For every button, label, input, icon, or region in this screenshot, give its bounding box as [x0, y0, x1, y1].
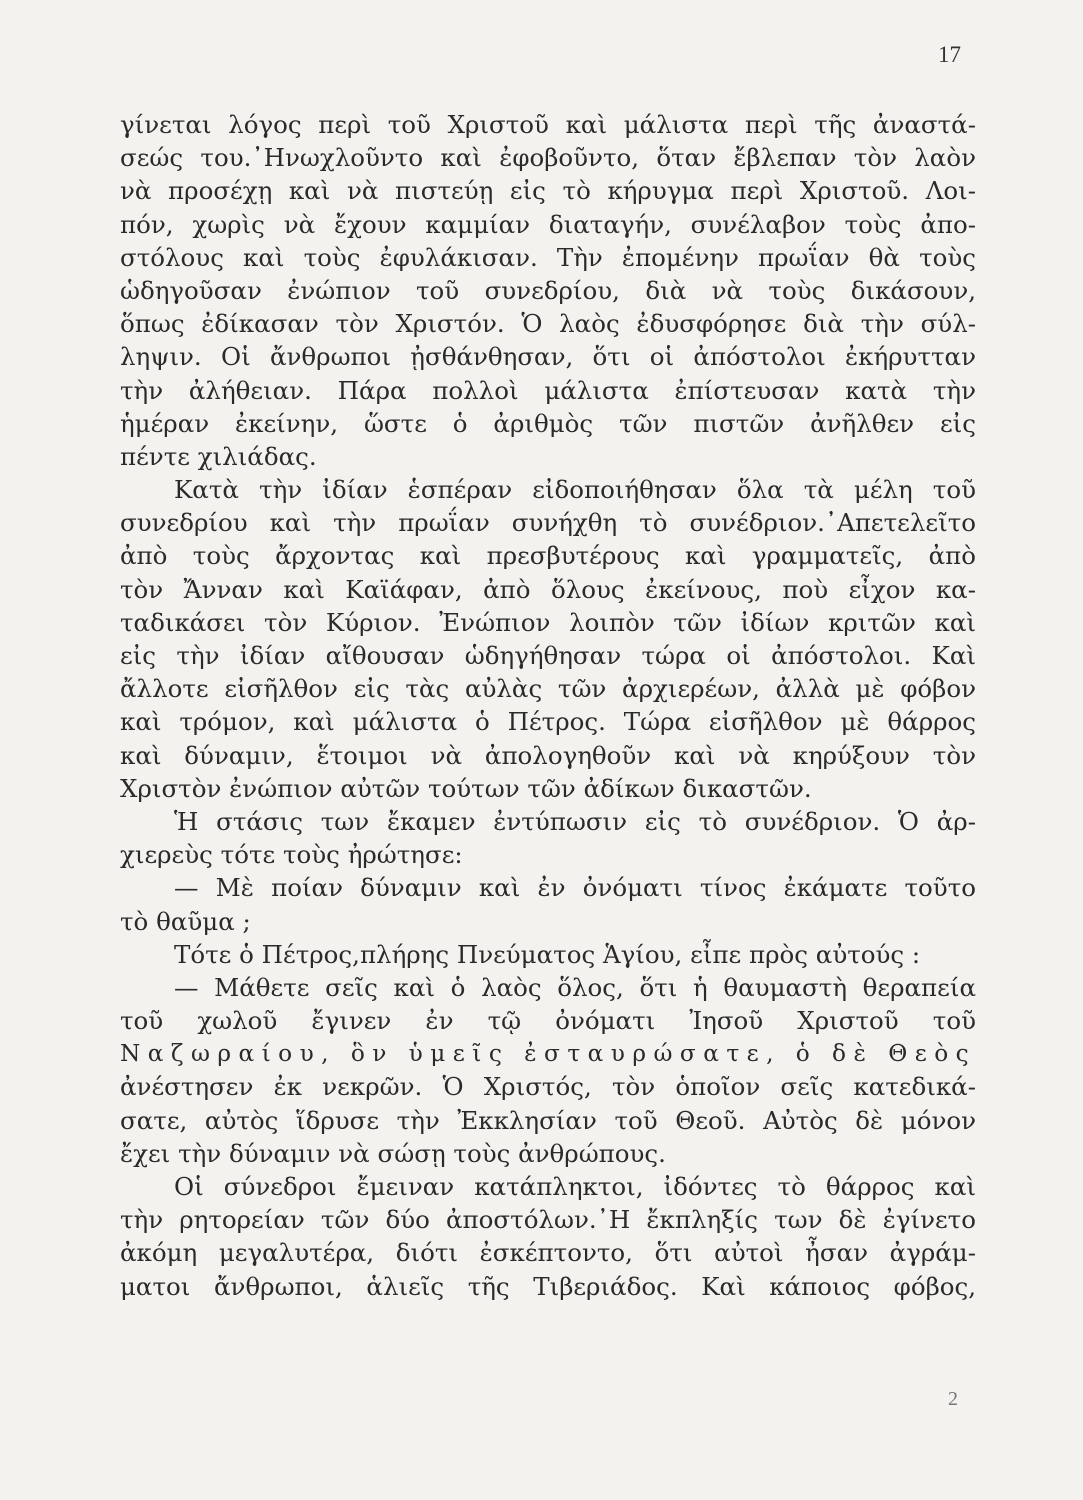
- text-line: τὴν ρητορείαν τῶν δύο ἀποστόλων.᾿Η ἔκπληξίς των δὲ ἐγίνετο: [120, 1205, 976, 1235]
- text-line: ἔχει τὴν δύναμιν νὰ σώσῃ τοὺς ἀνθρώπους.: [120, 1138, 666, 1168]
- text-line: ματοι ἄνθρωποι, ἁλιεῖς τῆς Τιβεριάδος. Καὶ κάποιος φόβος,: [120, 1271, 976, 1301]
- paragraph-start-line: Ἡ στάσις των ἔκαμεν ἐντύπωσιν εἰς τὸ συνέδριον. Ὁ ἀρ-: [174, 806, 976, 836]
- text-line: ἀκόμη μεγαλυτέρα, διότι ἐσκέπτοντο, ὅτι αὐτοὶ ἦσαν ἀγράμ-: [120, 1238, 976, 1268]
- spaced-emphasis-line: τοῦ χωλοῦ ἔγινεν ἐν τῷ ὀνόματι Ἰησοῦ Χριστοῦ τοῦ: [120, 1006, 976, 1036]
- text-line: ἀνέστησεν ἐκ νεκρῶν. Ὁ Χριστός, τὸν ὁποῖον σεῖς κατεδικά-: [120, 1072, 976, 1102]
- text-line: στόλους καὶ τοὺς ἐφυλάκισαν. Τὴν ἐπομένην πρωΐαν θὰ τοὺς: [120, 242, 976, 272]
- body-text: [120, 108, 976, 1303]
- text-line: συνεδρίου καὶ τὴν πρωΐαν συνήχθη τὸ συνέδριον.᾿Απετελεῖτο: [120, 508, 976, 538]
- text-line: εἰς τὴν ἰδίαν αἴθουσαν ὡδηγήθησαν τώρα οἱ ἀπόστολοι. Καὶ: [120, 641, 976, 670]
- text-line: ὡδηγοῦσαν ἐνώπιον τοῦ συνεδρίου, διὰ νὰ τοὺς δικάσουν,: [120, 275, 976, 305]
- text-line: καὶ τρόμον, καὶ μάλιστα ὁ Πέτρος. Τώρα εἰσῆλθον μὲ θάρρος: [120, 707, 976, 737]
- text-line: τὴν ἀλήθειαν. Πάρα πολλοὶ μάλιστα ἐπίστευσαν κατὰ τὴν: [120, 375, 976, 405]
- text-line: ὅπως ἐδίκασαν τὸν Χριστόν. Ὁ λαὸς ἐδυσφόρησε διὰ τὴν σύλ-: [120, 309, 976, 339]
- text-line: χιερεὺς τότε τοὺς ἠρώτησε:: [120, 840, 463, 870]
- text-line: σατε, αὐτὸς ἵδρυσε τὴν Ἐκκλησίαν τοῦ Θεοῦ. Αὐτὸς δὲ μόνον: [120, 1105, 976, 1135]
- dialogue-line: — Μὲ ποίαν δύναμιν καὶ ἐν ὀνόματι τίνος ἐκάματε τοῦτο: [174, 873, 976, 903]
- spaced-emphasis-line: Ναζωραίου, ὃν ὑμεῖς ἐσταυρώσατε, ὁ δὲ Θεὸς: [120, 1040, 977, 1068]
- paragraph-start-line: Οἱ σύνεδροι ἔμειναν κατάπληκτοι, ἰδόντες τὸ θάρρος καὶ: [174, 1172, 976, 1201]
- signature-mark: 2: [948, 1388, 958, 1410]
- text-line: τὸ θαῦμα ;: [120, 906, 251, 936]
- text-line: καὶ δύναμιν, ἕτοιμοι νὰ ἀπολογηθοῦν καὶ νὰ κηρύξουν τὸν: [120, 740, 976, 770]
- text-line: ταδικάσει τὸν Κύριον. Ἐνώπιον λοιπὸν τῶν ἰδίων κριτῶν καὶ: [120, 607, 976, 637]
- dialogue-line: — Μάθετε σεῖς καὶ ὁ λαὸς ὅλος, ὅτι ἡ θαυμαστὴ θεραπεία: [174, 972, 976, 1002]
- paragraph-start-line: Κατὰ τὴν ἰδίαν ἑσπέραν εἰδοποιήθησαν ὅλα τὰ μέλη τοῦ: [174, 475, 976, 505]
- page-number: 17: [938, 42, 961, 67]
- text-line: πόν, χωρὶς νὰ ἔχουν καμμίαν διαταγήν, συνέλαβον τοὺς ἀπο-: [120, 209, 976, 239]
- text-line: ἀπὸ τοὺς ἄρχοντας καὶ πρεσβυτέρους καὶ γραμματεῖς, ἀπὸ: [120, 541, 976, 571]
- text-line: σεώς του.᾿Ηνωχλοῦντο καὶ ἐφοβοῦντο, ὅταν ἔβλεπαν τὸν λαὸν: [120, 143, 976, 173]
- text-line: νὰ προσέχῃ καὶ νὰ πιστεύῃ εἰς τὸ κήρυγμα περὶ Χριστοῦ. Λοι-: [120, 176, 976, 206]
- text-line: ἡμέραν ἐκείνην, ὥστε ὁ ἀριθμὸς τῶν πιστῶν ἀνῆλθεν εἰς: [120, 408, 976, 438]
- text-line: πέντε χιλιάδας.: [120, 441, 317, 471]
- text-line: ληψιν. Οἱ ἄνθρωποι ᾐσθάνθησαν, ὅτι οἱ ἀπόστολοι ἐκήρυτταν: [120, 342, 976, 372]
- paragraph-start-line: Τότε ὁ Πέτρος,πλήρης Πνεύματος Ἁγίου, εἶπε πρὸς αὐτούς :: [174, 939, 921, 969]
- text-line: γίνεται λόγος περὶ τοῦ Χριστοῦ καὶ μάλιστα περὶ τῆς ἀναστά-: [120, 110, 976, 139]
- text-line: τὸν Ἄνναν καὶ Καϊάφαν, ἀπὸ ὅλους ἐκείνους, ποὺ εἶχον κα-: [120, 574, 976, 604]
- text-line: Χριστὸν ἐνώπιον αὐτῶν τούτων τῶν ἀδίκων δικαστῶν.: [120, 773, 812, 803]
- text-line: ἄλλοτε εἰσῆλθον εἰς τὰς αὐλὰς τῶν ἀρχιερέων, ἀλλὰ μὲ φόβον: [120, 674, 976, 704]
